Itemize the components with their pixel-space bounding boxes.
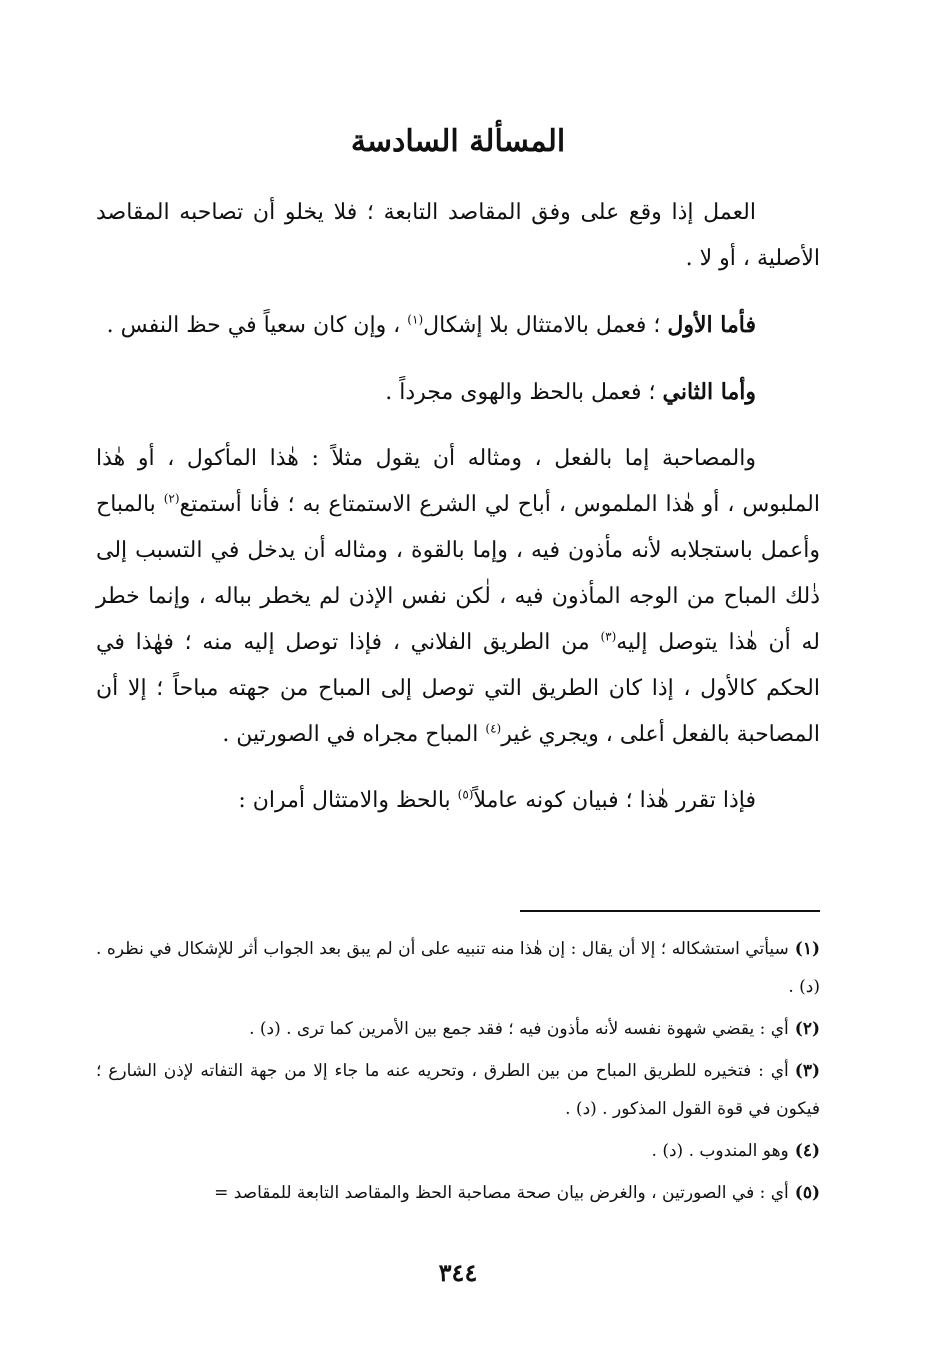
footnote-4-text: وهو المندوب . (د) .: [651, 1141, 789, 1161]
footnote-2-text: أي : يقضي شهوة نفسه لأنه مأذون فيه ؛ فقد جمع بين الأمرين كما ترى . (د) .: [249, 1019, 789, 1039]
paragraph-1-text: العمل إذا وقع على وفق المقاصد التابعة ؛ فلا يخلو أن تصاحبه المقاصد الأصلية ، أو لا .: [96, 200, 820, 271]
footnote-1-number: (١): [794, 939, 820, 959]
footnote-ref-1[interactable]: (١): [407, 312, 424, 327]
paragraph-3-lead: وأما الثاني: [662, 379, 756, 405]
paragraph-3: [96, 369, 820, 416]
footnote-ref-3[interactable]: (٣): [600, 629, 617, 644]
footnote-4-number: (٤): [794, 1141, 820, 1161]
paragraph-4-part-d: المباح مجراه في الصورتين .: [222, 722, 479, 747]
footnote-3-number: (٣): [794, 1061, 820, 1081]
footnote-ref-5[interactable]: (٥): [457, 787, 474, 802]
paragraph-2-lead: فأما الأول: [667, 312, 756, 338]
book-page: [96, 110, 820, 1310]
footnote-rule: [520, 910, 820, 912]
footnote-1-text: سيأتي استشكاله ؛ إلا أن يقال : إن هٰذا منه تنبيه على أن لم يبق بعد الجواب أثر للإشكال في نظره . (د) .: [96, 939, 820, 997]
paragraph-5-part-b: بالحظ والامتثال أمران :: [238, 788, 451, 813]
paragraph-2-tail: ، وإن كان سعياً في حظ النفس .: [106, 313, 401, 338]
paragraph-4-part-b: بالمباح وأعمل باستجلابه لأنه مأذون فيه ، وإما بالقوة ، ومثاله أن يدخل في التسبب إلى ذٰلك المباح من الوجه المأذون فيه ، لٰكن نفس الإذن لم يخطر بباله ، وإنما خطر له أن هٰذا يتوصل إليه: [96, 492, 821, 655]
paragraph-2-text: ؛ فعمل بالامتثال بلا إشكال: [423, 313, 661, 338]
footnote-5: [96, 1174, 820, 1212]
paragraph-5: [96, 778, 820, 824]
footnote-ref-4[interactable]: (٤): [485, 721, 502, 736]
paragraph-4-part-c: من الطريق الفلاني ، فإذا توصل إليه منه ؛ فهٰذا في الحكم كالأول ، إذا كان الطريق التي توصل إلى المباح من جهته مباحاً ؛ إلا أن المصاحبة بالفعل أعلى ، ويجري غير: [96, 630, 820, 747]
paragraph-2: [96, 302, 820, 349]
page-number: ٣٤٤: [438, 1258, 478, 1287]
paragraph-5-part-a: فإذا تقرر هٰذا ؛ فبيان كونه عاملاً: [473, 788, 756, 813]
paragraph-3-text: ؛ فعمل بالحظ والهوى مجرداً .: [385, 380, 656, 405]
footnote-1: [96, 930, 820, 1006]
footnotes: [96, 930, 820, 1216]
footnote-2-number: (٢): [794, 1019, 820, 1039]
footnote-5-number: (٥): [794, 1183, 820, 1203]
paragraph-4: [96, 436, 820, 758]
paragraph-1: [96, 190, 820, 282]
footnote-4: [96, 1132, 820, 1170]
footnote-2: [96, 1010, 820, 1048]
footnote-separator: [96, 910, 820, 912]
section-heading: المسألة السادسة: [350, 124, 566, 159]
footnote-3-text: أي : فتخيره للطريق المباح من بين الطرق ، وتحريه عنه ما جاء إلا من جهة التفاته لإذن الشارع ؛ فيكون في قوة القول المذكور . (د) .: [96, 1061, 820, 1119]
footnote-5-text: أي : في الصورتين ، والغرض بيان صحة مصاحبة الحظ والمقاصد التابعة للمقاصد =: [214, 1183, 789, 1203]
paragraph-4-part-a: والمصاحبة إما بالفعل ، ومثاله أن يقول مثلاً : هٰذا المأكول ، أو هٰذا الملبوس ، أو هٰذا الملموس ، أباح لي الشرع الاستمتاع به ؛ فأنا أستمتع: [96, 446, 821, 517]
footnote-ref-2[interactable]: (٢): [163, 491, 180, 506]
footnote-3: [96, 1052, 820, 1128]
